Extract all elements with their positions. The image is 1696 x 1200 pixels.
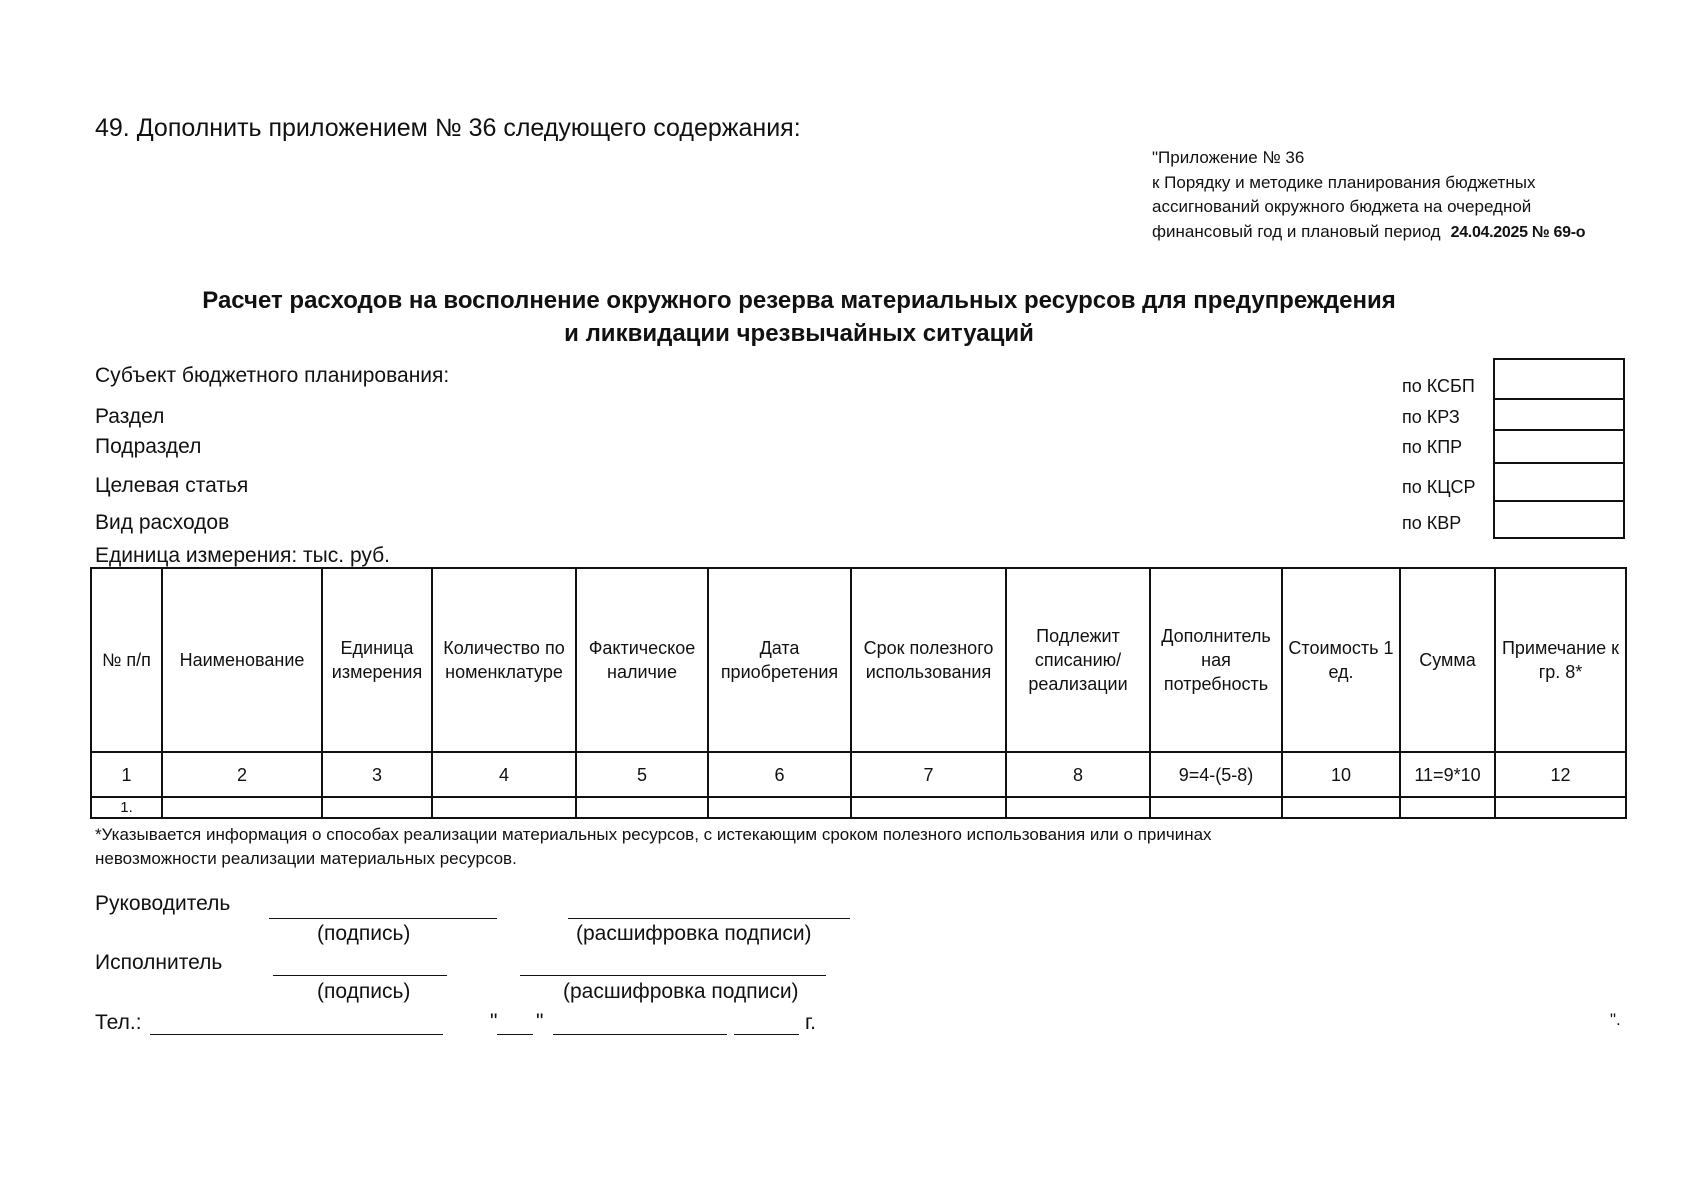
column-number: 2: [162, 752, 322, 797]
executor-decryption-caption: (расшифровка подписи): [563, 980, 799, 1003]
executor-signature-line[interactable]: [273, 975, 447, 976]
date-close-quote: ": [536, 1010, 544, 1033]
code-label-ksbp: по КСБП: [1402, 376, 1475, 396]
code-label-krz: по КРЗ: [1402, 407, 1460, 427]
code-box-krz[interactable]: [1493, 398, 1625, 431]
code-label-kvr: по КВР: [1402, 513, 1462, 533]
field-label-expense-type: Вид расходов: [95, 511, 230, 534]
form-title: [90, 284, 1508, 350]
appendix-line-1: "Приложение № 36: [1152, 148, 1305, 167]
phone-input-line[interactable]: [150, 1034, 443, 1035]
table-column-numbers-row: [91, 752, 1626, 797]
table-cell[interactable]: [432, 797, 576, 818]
appendix-note: [1152, 146, 1585, 245]
code-label-kcsr: по КЦСР: [1402, 477, 1476, 497]
column-header-actual: Фактическое наличие: [576, 568, 708, 752]
column-header-purchase-date: Дата приобретения: [708, 568, 851, 752]
column-number: 6: [708, 752, 851, 797]
appendix-line-3: ассигнований окружного бюджета на очередной: [1152, 197, 1532, 216]
column-header-no: № п/п: [91, 568, 162, 752]
head-decryption-line[interactable]: [568, 918, 850, 919]
column-header-write-off: Подлежит списанию/ реализации: [1006, 568, 1150, 752]
head-signature-caption: (подпись): [317, 922, 411, 945]
column-header-sum: Сумма: [1400, 568, 1495, 752]
footnote-line-2: невозможности реализации материальных ресурсов.: [95, 849, 517, 868]
code-box-kcsr[interactable]: [1493, 462, 1625, 502]
column-number: 8: [1006, 752, 1150, 797]
table-cell[interactable]: [322, 797, 432, 818]
field-label-subsection: Подраздел: [95, 435, 202, 458]
column-number: 7: [851, 752, 1006, 797]
appendix-line-2: к Порядку и методике планирования бюджетных: [1152, 172, 1536, 192]
table-cell[interactable]: [1006, 797, 1150, 818]
footnote-line-1: *Указывается информация о способах реализации материальных ресурсов, с истекающим сроком полезного использования или о причинах: [95, 825, 1212, 844]
column-number: 3: [322, 752, 432, 797]
appendix-line-4: финансовый год и плановый период: [1152, 221, 1441, 241]
column-number: 5: [576, 752, 708, 797]
expense-table: [90, 567, 1627, 819]
column-header-additional-need: Дополнитель ная потребность: [1150, 568, 1282, 752]
head-label: Руководитель: [95, 892, 231, 915]
intro-heading: 49. Дополнить приложением № 36 следующего содержания:: [95, 114, 801, 142]
column-number: 4: [432, 752, 576, 797]
date-open-quote: ": [490, 1010, 498, 1033]
date-year-line[interactable]: [734, 1034, 799, 1035]
column-header-unit-cost: Стоимость 1 ед.: [1282, 568, 1400, 752]
table-cell[interactable]: [1400, 797, 1495, 818]
head-signature-line[interactable]: [269, 918, 497, 919]
date-month-line[interactable]: [553, 1034, 727, 1035]
code-label-kpr: по КПР: [1402, 437, 1463, 457]
column-header-name: Наименование: [162, 568, 322, 752]
year-suffix: г.: [805, 1011, 816, 1034]
column-number: 12: [1495, 752, 1626, 797]
executor-signature-caption: (подпись): [317, 980, 411, 1003]
date-day-line[interactable]: [497, 1034, 533, 1035]
phone-label: Тел.:: [95, 1011, 142, 1034]
row-number: 1.: [91, 797, 162, 818]
table-cell[interactable]: [1282, 797, 1400, 818]
executor-label: Исполнитель: [95, 951, 223, 974]
column-number: 9=4-(5-8): [1150, 752, 1282, 797]
executor-decryption-line[interactable]: [520, 975, 826, 976]
column-number: 10: [1282, 752, 1400, 797]
form-title-line-1: Расчет расходов на восполнение окружного резерва материальных ресурсов для предупреждения: [202, 287, 1396, 314]
table-cell[interactable]: [162, 797, 322, 818]
field-label-target-article: Целевая статья: [95, 474, 249, 497]
footnote: [95, 823, 1212, 871]
column-header-note: Примечание к гр. 8*: [1495, 568, 1626, 752]
table-cell[interactable]: [1495, 797, 1626, 818]
column-number: 1: [91, 752, 162, 797]
table-header-row: [91, 568, 1626, 752]
column-number: 11=9*10: [1400, 752, 1495, 797]
appendix-date-stamp: 24.04.2025 № 69-о: [1450, 223, 1586, 241]
closing-quote-mark: ".: [1610, 1010, 1621, 1029]
field-label-budget-subject: Субъект бюджетного планирования:: [95, 364, 450, 387]
table-cell[interactable]: [708, 797, 851, 818]
column-header-unit: Единица измерения: [322, 568, 432, 752]
code-box-ksbp[interactable]: [1493, 358, 1625, 400]
field-label-section: Раздел: [95, 405, 165, 428]
head-decryption-caption: (расшифровка подписи): [576, 922, 812, 945]
table-cell[interactable]: [576, 797, 708, 818]
form-title-line-2: и ликвидации чрезвычайных ситуаций: [564, 320, 1034, 347]
table-row: [91, 797, 1626, 818]
column-header-nomenclature-qty: Количество по номенклатуре: [432, 568, 576, 752]
table-cell[interactable]: [1150, 797, 1282, 818]
code-box-kvr[interactable]: [1493, 500, 1625, 539]
code-box-kpr[interactable]: [1493, 429, 1625, 464]
column-header-useful-life: Срок полезного использования: [851, 568, 1006, 752]
unit-label: Единица измерения: тыс. руб.: [95, 544, 390, 567]
table-cell[interactable]: [851, 797, 1006, 818]
